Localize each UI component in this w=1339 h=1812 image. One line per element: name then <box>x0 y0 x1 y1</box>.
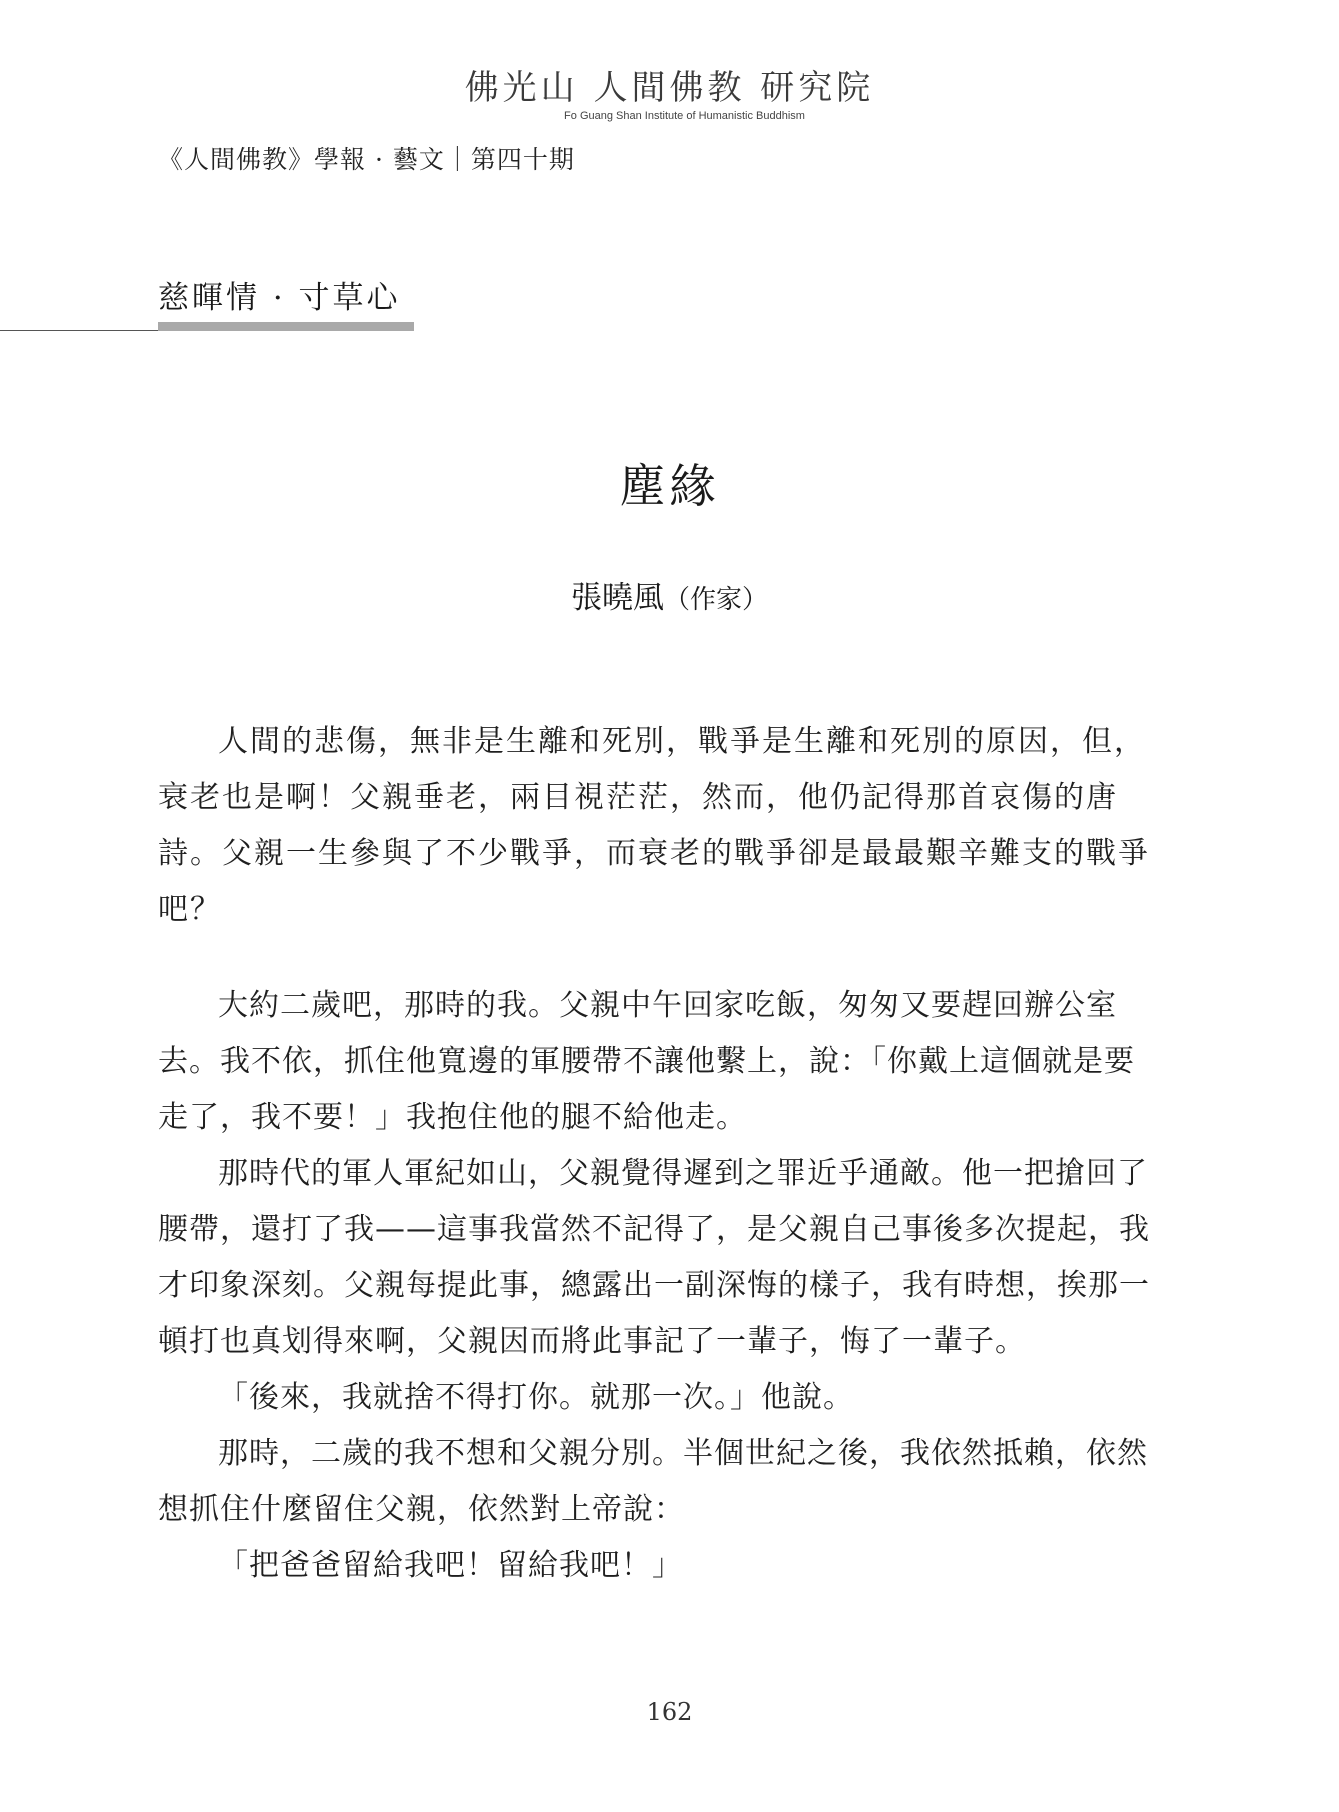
paragraph: 「後來，我就捨不得打你。就那一次。」他說。 <box>218 1380 854 1415</box>
opening-paragraph <box>158 714 1158 938</box>
page-number: 162 <box>646 1698 693 1726</box>
header-rule <box>0 330 158 331</box>
author-role: （作家） <box>663 585 768 615</box>
institute-name: 佛光山 人間佛教 研究院 <box>464 68 875 108</box>
paragraph: 那時，二歲的我不想和父親分別。半個世紀之後，我依然抵賴，依然想抓住什麼留住父親，依然對上帝說： <box>158 1436 1148 1527</box>
column-title-underline <box>158 322 414 331</box>
institute-header <box>0 68 1339 122</box>
author-name: 張曉風 <box>570 580 664 616</box>
body-text <box>158 978 1158 1594</box>
paragraph: 人間的悲傷，無非是生離和死別，戰爭是生離和死別的原因，但，衰老也是啊！父親垂老，兩目視茫茫，然而，他仍記得那首哀傷的唐詩。父親一生參與了不少戰爭，而衰老的戰爭卻是最最艱辛難支的戰爭吧？ <box>158 724 1150 927</box>
journal-running-head: 《人間佛教》學報 · 藝文｜第四十期 <box>158 145 575 174</box>
article-title: 塵緣 <box>619 459 720 513</box>
paragraph: 「把爸爸留給我吧！留給我吧！」 <box>218 1548 683 1583</box>
column-title: 慈暉情 · 寸草心 <box>158 280 401 316</box>
author-line <box>0 572 1339 617</box>
paragraph: 大約二歲吧，那時的我。父親中午回家吃飯，匆匆又要趕回辦公室去。我不依，抓住他寬邊的軍腰帶不讓他繫上，說：「你戴上這個就是要走了，我不要！」我抱住他的腿不給他走。 <box>158 988 1135 1135</box>
paragraph: 那時代的軍人軍紀如山，父親覺得遲到之罪近乎通敵。他一把搶回了腰帶，還打了我——這事我當然不記得了，是父親自己事後多次提起，我才印象深刻。父親每提此事，總露出一副深悔的樣子，我有時想，挨那一頓打也真划得來啊，父親因而將此事記了一輩子，悔了一輩子。 <box>158 1156 1150 1359</box>
institute-english-name: Fo Guang Shan Institute of Humanistic Buddhism <box>564 110 805 122</box>
